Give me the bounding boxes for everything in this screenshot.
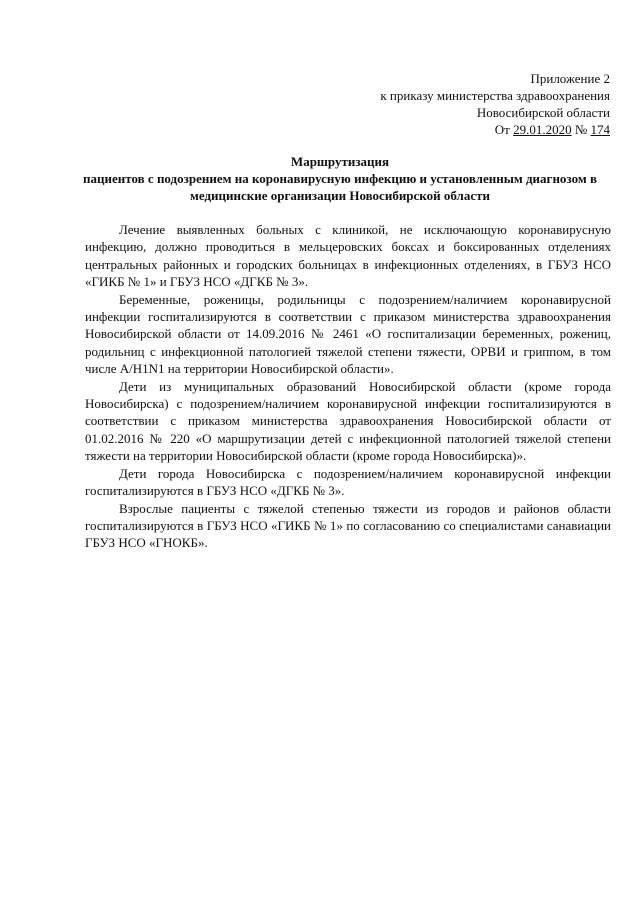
paragraph-children-city: Дети города Новосибирска с подозрением/наличием коронавирусной инфекции госпитализируются в ГБУЗ НСО «ДГКБ № 3». — [85, 465, 611, 499]
document-title — [70, 153, 610, 204]
paragraph-pregnant: Беременные, роженицы, родильницы с подозрением/наличием коронавирусной инфекции госпитализируются в соответствии с приказом министерства здравоохранения Новосибирской области от 14.09.2016 № 2461 «О госпитализации беременных, рожениц, родильниц с инфекционной патологией тяжелой степени тяжести, ОРВИ и гриппом, в том числе A/H1N1 на территории Новосибирской области». — [85, 291, 611, 377]
paragraph-adults: Взрослые пациенты с тяжелой степенью тяжести из городов и районов области госпитализируются в ГБУЗ НСО «ГИКБ № 1» по согласованию со специалистами санавиации ГБУЗ НСО «ГНОКБ». — [85, 500, 611, 551]
paragraph-children-region: Дети из муниципальных образований Новосибирской области (кроме города Новосибирска) с подозрением/наличием коронавирусной инфекции госпитализируются в соответствии с приказом министерства здравоохранения Новосибирской области от 01.02.2016 № 220 «О маршрутизации детей с инфекционной патологией тяжелой степени тяжести на территории Новосибирской области (кроме города Новосибирска)». — [85, 378, 611, 464]
order-number: 174 — [590, 122, 610, 137]
title-subheading: пациентов с подозрением на коронавирусную инфекцию и установленным диагнозом в медицинские организации Новосибирской области — [83, 171, 597, 203]
date-prefix: От — [494, 122, 514, 137]
appendix-region: Новосибирской области — [476, 105, 610, 120]
document-body — [85, 221, 611, 552]
order-date: 29.01.2020 — [513, 122, 572, 137]
title-heading: Маршрутизация — [290, 154, 390, 169]
appendix-order-reference: к приказу министерства здравоохранения — [380, 88, 610, 103]
appendix-date-number — [290, 121, 610, 138]
paragraph-treatment: Лечение выявленных больных с клиникой, не исключающую коронавирусную инфекцию, должно проводиться в мельцеровских боксах и боксированных отделениях центральных районных и городских больницах в инфекционных отделениях, в ГБУЗ НСО «ГИКБ № 1» и ГБУЗ НСО «ДГКБ № 3». — [85, 222, 611, 290]
appendix-header — [290, 70, 610, 138]
number-prefix: № — [571, 122, 591, 137]
appendix-title: Приложение 2 — [530, 71, 610, 86]
